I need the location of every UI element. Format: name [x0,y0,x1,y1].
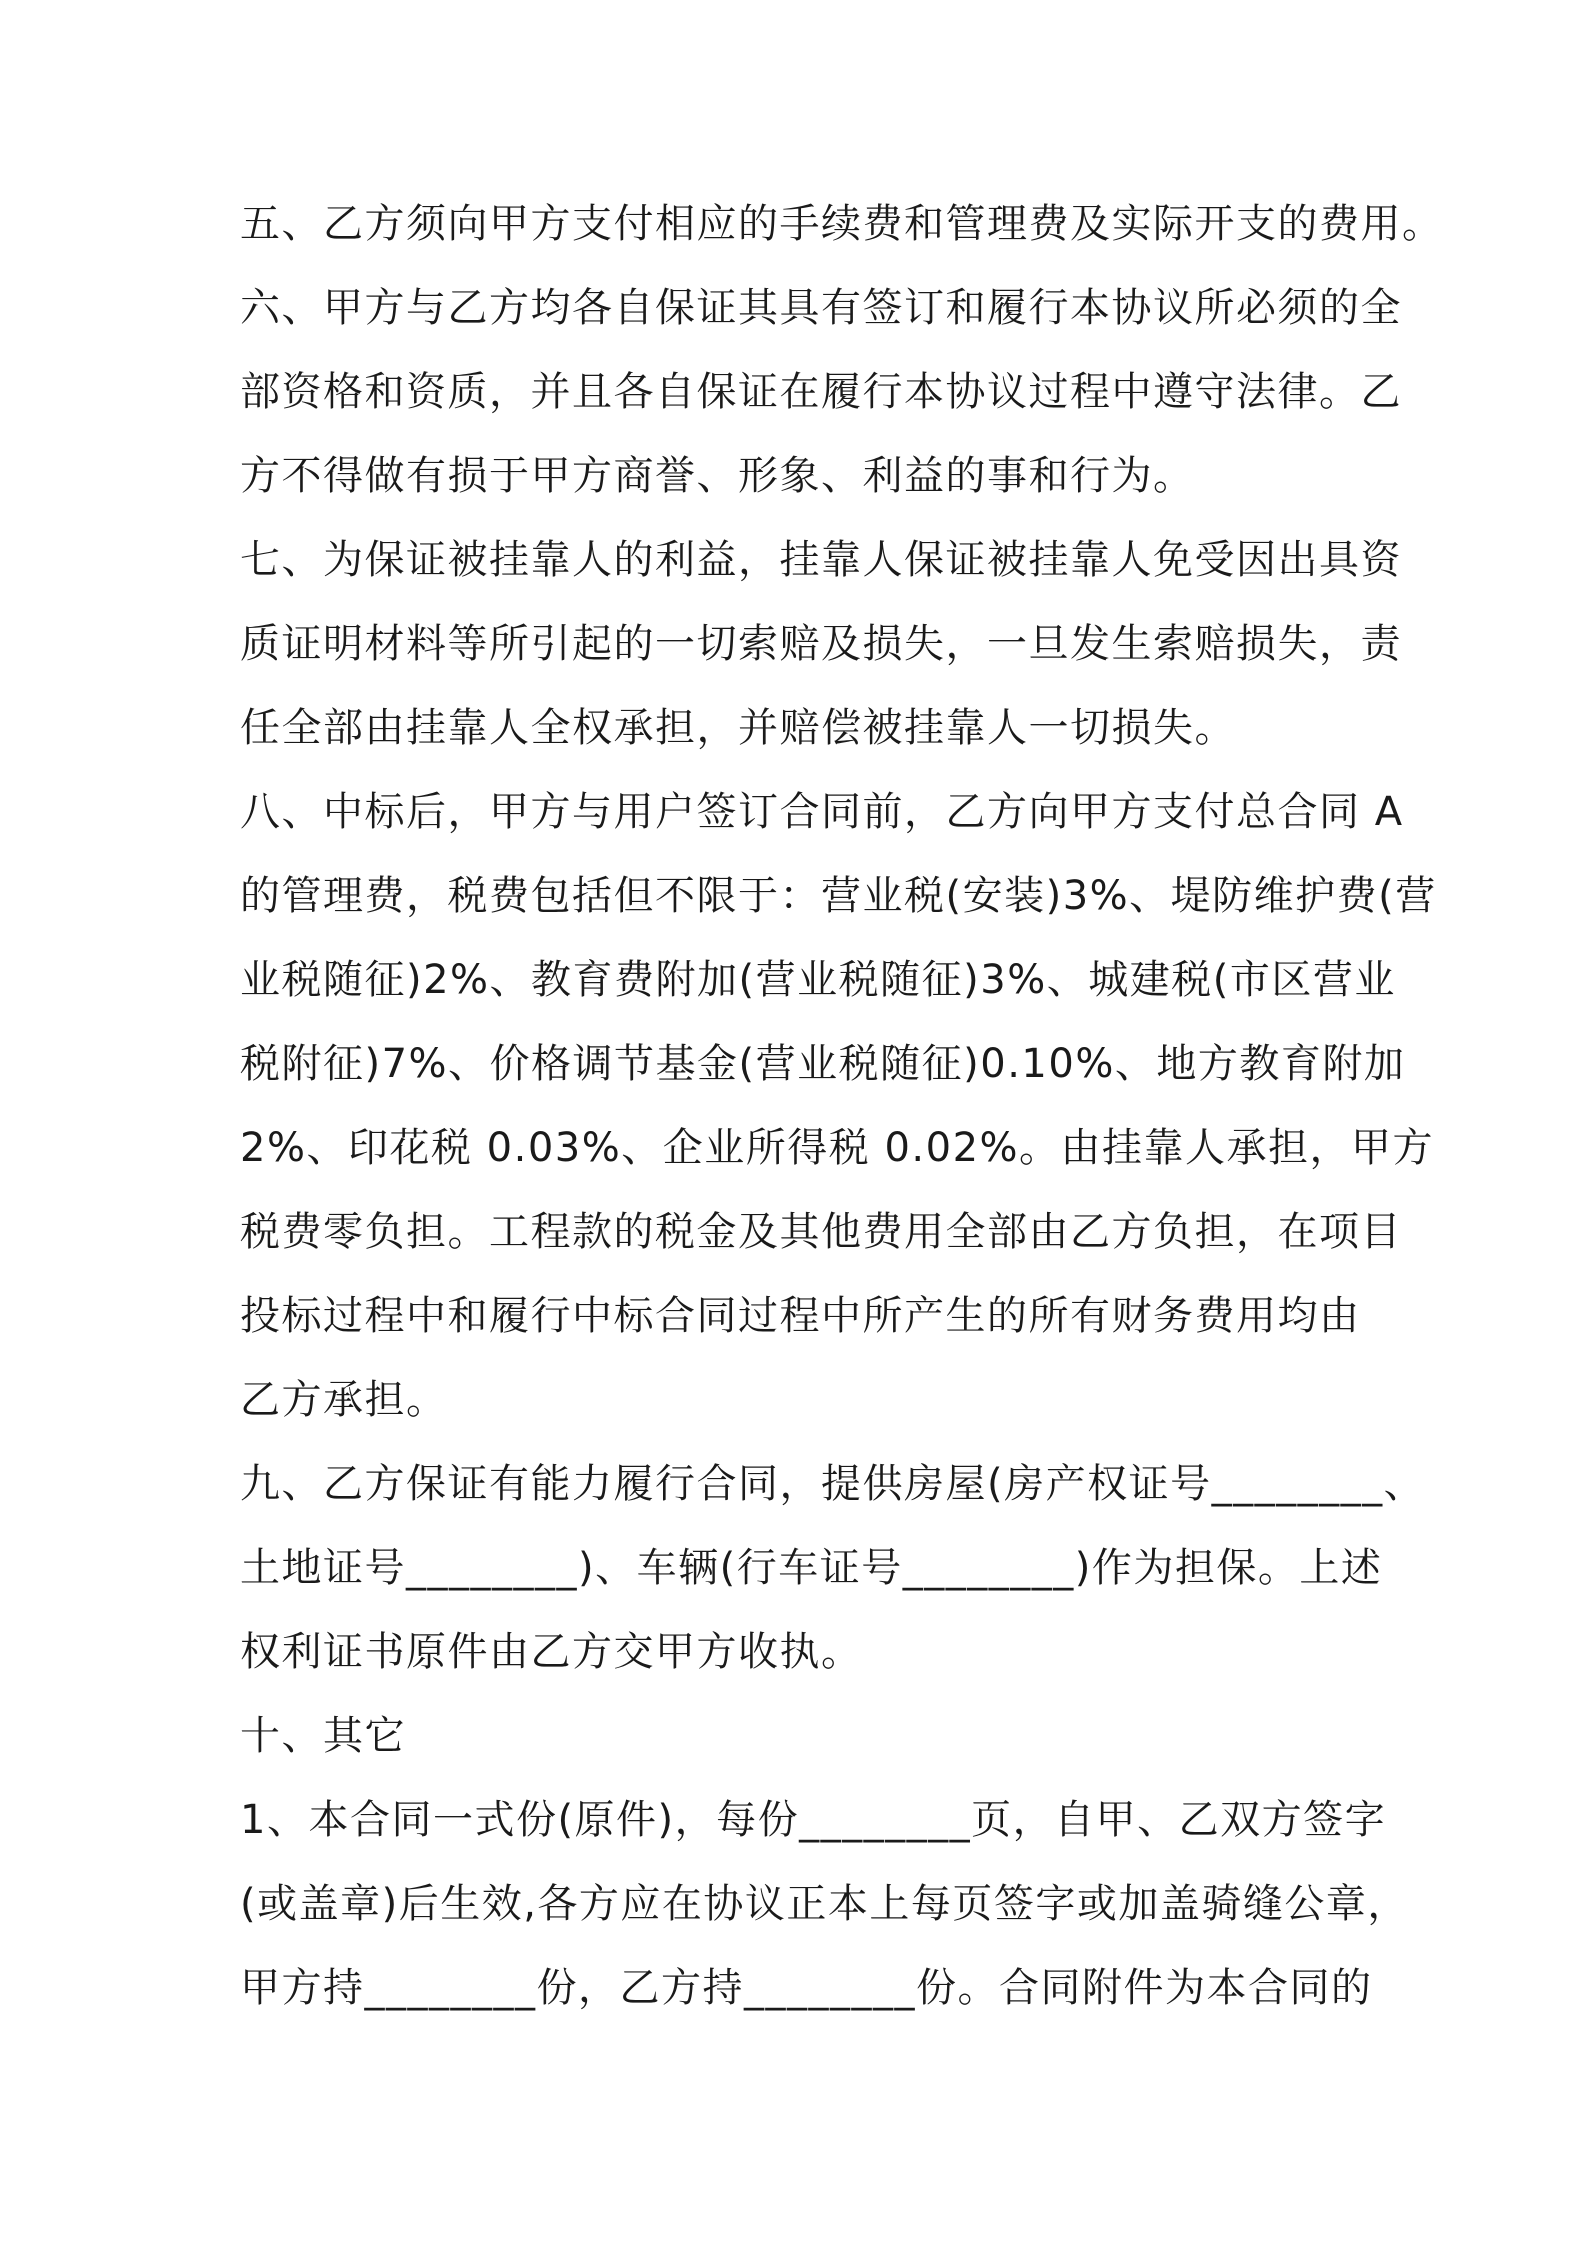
text-line: 十、其它 [240,1713,406,1759]
text-line: 五、乙方须向甲方支付相应的手续费和管理费及实际开支的费用。 [240,201,1444,247]
text-line: 质证明材料等所引起的一切索赔及损失，一旦发生索赔损失，责 [240,621,1402,667]
text-line: 2%、印花税 0.03%、企业所得税 0.02%。由挂靠人承担，甲方 [240,1125,1435,1171]
text-line: 七、为保证被挂靠人的利益，挂靠人保证被挂靠人免受因出具资 [240,537,1402,583]
text-line: (或盖章)后生效,各方应在协议正本上每页签字或加盖骑缝公章， [240,1881,1409,1927]
text-line: 八、中标后，甲方与用户签订合同前，乙方向甲方支付总合同 A [240,789,1404,835]
text-line: 甲方持________份，乙方持________份。合同附件为本合同的 [240,1965,1373,2011]
text-line: 乙方承担。 [240,1377,448,1423]
text-line: 六、甲方与乙方均各自保证其具有签订和履行本协议所必须的全 [240,285,1402,331]
text-line: 部资格和资质，并且各自保证在履行本协议过程中遵守法律。乙 [240,369,1402,415]
text-line: 税费零负担。工程款的税金及其他费用全部由乙方负担，在项目 [240,1209,1402,1255]
text-line: 的管理费，税费包括但不限于：营业税(安装)3%、堤防维护费(营 [240,873,1437,919]
text-line: 业税随征)2%、教育费附加(营业税随征)3%、城建税(市区营业 [240,957,1396,1003]
text-line: 任全部由挂靠人全权承担，并赔偿被挂靠人一切损失。 [240,705,1236,751]
text-line: 土地证号________)、车辆(行车证号________)作为担保。上述 [240,1545,1383,1591]
document-body [240,182,1444,2030]
text-line: 九、乙方保证有能力履行合同，提供房屋(房产权证号________、 [240,1461,1426,1507]
text-line: 投标过程中和履行中标合同过程中所产生的所有财务费用均由 [240,1293,1361,1339]
text-line: 税附征)7%、价格调节基金(营业税随征)0.10%、地方教育附加 [240,1041,1406,1087]
text-line: 权利证书原件由乙方交甲方收执。 [240,1629,863,1675]
text-line: 1、本合同一式份(原件)，每份________页，自甲、乙双方签字 [240,1797,1387,1843]
text-line: 方不得做有损于甲方商誉、形象、利益的事和行为。 [240,453,1195,499]
